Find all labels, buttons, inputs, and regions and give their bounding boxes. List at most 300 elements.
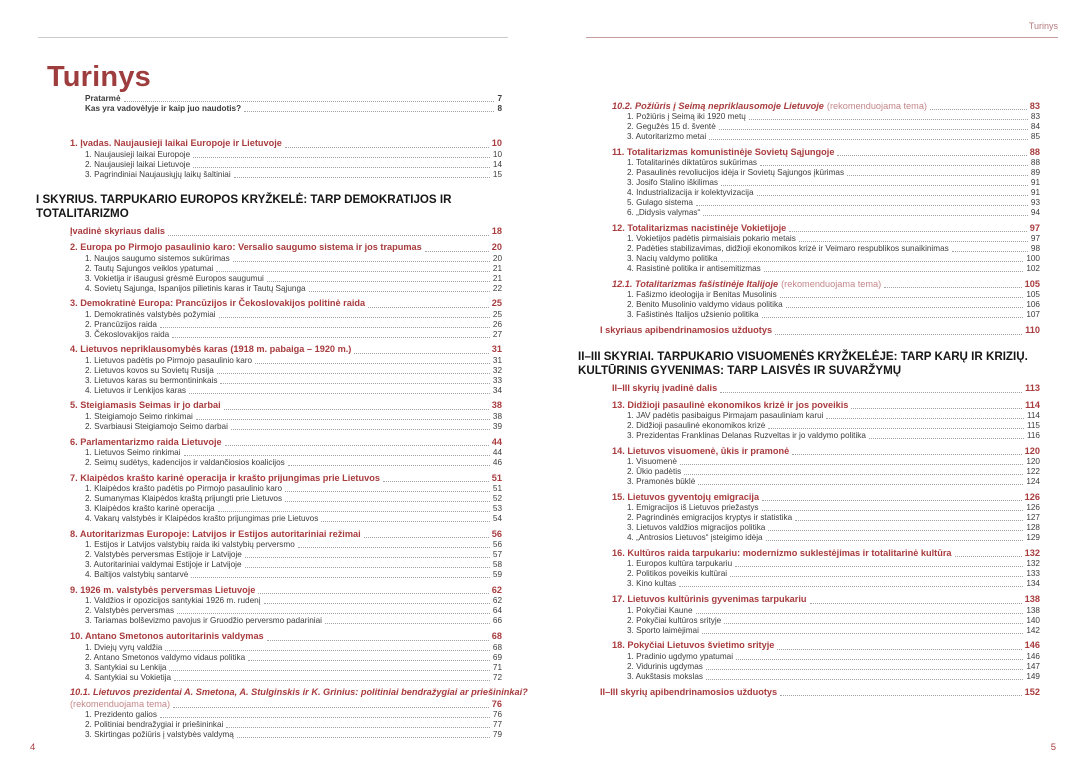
toc-entry (612, 400, 1040, 412)
page-number-left: 4 (30, 742, 36, 753)
toc-entry-page-number: 26 (492, 319, 502, 329)
toc-entry-page-number: 33 (492, 375, 502, 385)
toc-entry-page-number: 38 (492, 412, 502, 422)
toc-part-header (36, 193, 502, 222)
toc-entry (85, 643, 502, 653)
toc-entry (627, 672, 1040, 682)
toc-entry (85, 264, 502, 274)
toc-entry (85, 160, 502, 170)
dot-leader (702, 633, 1023, 634)
toc-entry-label: 3. Vokietija ir išaugusi grėsmė Europos saugumui (85, 273, 264, 283)
toc-entry-page-number: 72 (492, 672, 502, 682)
toc-entry-page-number: 147 (1026, 661, 1040, 671)
toc-entry-page-number: 128 (1026, 523, 1040, 533)
toc-entry-page-number: 88 (1029, 146, 1040, 157)
toc-entry (85, 540, 502, 550)
toc-entry-label: 2. Pokyčiai kultūros srityje (627, 615, 722, 625)
toc-entry (627, 234, 1040, 244)
toc-entry-label: 3. Klaipėdos krašto karinė operacija (85, 504, 215, 514)
toc-entry-label: 1. Požiūris į Seimą iki 1920 metų (627, 112, 746, 122)
toc-entry (627, 626, 1040, 636)
dot-leader (224, 409, 489, 410)
dot-leader (696, 613, 1024, 614)
toc-entry (627, 467, 1040, 477)
toc-entry (600, 325, 1040, 337)
toc-entry (612, 446, 1040, 458)
toc-entry-page-number: 91 (1030, 178, 1040, 188)
toc-part-header-label: I SKYRIUS. TARPUKARIO EUROPOS KRYŽKELĖ: TARP DEMOKRATIJOS IR TOTALITARIZMO (36, 192, 452, 221)
dot-leader (952, 251, 1028, 252)
toc-entry (612, 594, 1040, 606)
toc-entry (85, 606, 502, 616)
toc-entry-label: II–III skyrių apibendrinamosios užduotys (600, 686, 778, 697)
toc-entry-label: 4. Baltijos valstybių santarvė (85, 570, 189, 580)
toc-entry (70, 344, 502, 356)
toc-entry (85, 320, 502, 330)
toc-entry-page-number: 66 (492, 616, 502, 626)
toc-entry-label: 2. Sumanymas Klaipėdos kraštą prijungti prie Lietuvos (85, 494, 283, 504)
toc-entry (70, 400, 502, 412)
toc-entry (70, 687, 528, 710)
running-header: Turinys (1028, 21, 1058, 31)
toc-entry-page-number: 116 (1026, 431, 1040, 441)
toc-entry (627, 300, 1040, 310)
toc-entry-page-number: 91 (1030, 188, 1040, 198)
toc-entry (70, 585, 502, 597)
toc-entry-page-number: 129 (1026, 533, 1040, 543)
toc-entry-page-number: 107 (1026, 310, 1040, 320)
toc-entry-page-number: 15 (492, 169, 502, 179)
dot-leader (217, 373, 490, 374)
toc-entry (627, 411, 1040, 421)
toc-entry (70, 242, 502, 254)
toc-entry-label: 1. Klaipėdos krašto padėtis po Pirmojo pasaulinio karo (85, 484, 283, 494)
toc-entry (627, 457, 1040, 467)
toc-entry-label: 1. Demokratinės valstybės požymiai (85, 309, 216, 319)
toc-entry (70, 298, 502, 310)
dot-leader (799, 241, 1028, 242)
toc-entry-page-number: 21 (492, 263, 502, 273)
toc-entry-page-number: 8 (497, 104, 502, 113)
toc-entry-label: 2. Europa po Pirmojo pasaulinio karo: Versalio saugumo sistema ir jos trapumas (70, 242, 422, 253)
toc-entry-recommended-tag: (rekomenduojama tema) (826, 100, 927, 111)
toc-entry-page-number: 56 (492, 540, 502, 550)
toc-entry-label: 1. Estijos ir Latvijos valstybių raida iki valstybių perversmo (85, 540, 295, 550)
dot-leader (173, 707, 489, 708)
toc-entry-label: 3. Čekoslovakijos raida (85, 329, 170, 339)
toc-entry-label: 3. Kino kultas (627, 579, 677, 589)
toc-entry-page-number: 110 (1025, 325, 1040, 336)
toc-entry-label: 1. Totalitarinės diktatūros sukūrimas (627, 158, 757, 168)
dot-leader (851, 408, 1022, 409)
dot-leader (298, 547, 490, 548)
toc-entry-page-number: 85 (1030, 132, 1040, 142)
toc-entry-label: 3. Josifo Stalino iškilimas (627, 178, 719, 188)
toc-entry-label: 3. Aukštasis mokslas (627, 671, 703, 681)
toc-entry (627, 616, 1040, 626)
toc-entry (627, 431, 1040, 441)
toc-entry (70, 631, 502, 643)
toc-entry-label: Kas yra vadovėlyje ir kaip juo naudotis? (85, 104, 242, 113)
toc-entry-label: 1. Emigracijos iš Lietuvos priežastys (627, 503, 759, 513)
dot-leader (244, 111, 494, 112)
dot-leader (757, 195, 1028, 196)
toc-entry-label: 3. Nacių valdymo politika (627, 254, 718, 264)
toc-entry-page-number: 134 (1026, 579, 1040, 589)
toc-entry-label: 2. Padėties stabilizavimas, didžioji ekonomikos krizė ir Veimaro respublikos sunaikinimas (627, 244, 949, 254)
toc-entry-page-number: 27 (492, 329, 502, 339)
dot-leader (267, 281, 490, 282)
dot-leader (288, 465, 490, 466)
toc-entry-label: 2. Tautų Sąjungos veiklos ypatumai (85, 263, 214, 273)
toc-entry-page-number: 105 (1024, 278, 1040, 289)
dot-leader (325, 623, 490, 624)
dot-leader (768, 428, 1024, 429)
dot-leader (777, 649, 1021, 650)
toc-entry-label: 1. Steigiamojo Seimo rinkimai (85, 412, 193, 422)
toc-entry-label: 3. Lietuvos valdžios migracijos politika (627, 523, 766, 533)
toc-entry-page-number: 133 (1026, 569, 1040, 579)
toc-entry-label: 14. Lietuvos visuomenė, ūkis ir pramonė (612, 445, 790, 456)
dot-leader (768, 530, 1023, 531)
toc-entry (627, 310, 1040, 320)
toc-entry (85, 560, 502, 570)
toc-entry-page-number: 126 (1024, 491, 1040, 502)
toc-entry (627, 477, 1040, 487)
dot-leader (160, 717, 490, 718)
dot-leader (730, 576, 1023, 577)
toc-entry-page-number: 57 (492, 550, 502, 560)
toc-entry-label: 10.1. Lietuvos prezidentai A. Smetona, A. Stulginskis ir K. Grinius: politiniai bendražygiai ar priešininkai? (70, 687, 528, 698)
dot-leader (168, 235, 489, 236)
dot-leader (721, 185, 1028, 186)
dot-leader (184, 455, 490, 456)
toc-entry-page-number: 113 (1025, 383, 1040, 394)
toc-entry (85, 254, 502, 264)
toc-entry (85, 730, 502, 740)
toc-entry-label: 1. Pradinio ugdymo ypatumai (627, 651, 734, 661)
dot-leader (245, 567, 490, 568)
dot-leader (837, 155, 1026, 156)
toc-entry-label: 4. Santykiai su Vokietija (85, 672, 172, 682)
dot-leader (174, 680, 490, 681)
toc-entry-page-number: 132 (1026, 559, 1040, 569)
toc-entry (612, 383, 1040, 395)
toc-entry-label: 2. Prancūzijos raida (85, 319, 157, 329)
dot-leader (684, 474, 1023, 475)
toc-entry-label: 2. Didžioji pasaulinė ekonomikos krizė (627, 421, 766, 431)
toc-entry-page-number: 105 (1026, 290, 1040, 300)
dot-leader (245, 557, 490, 558)
dot-leader (285, 501, 490, 502)
toc-entry-page-number: 7 (497, 94, 502, 103)
toc-entry-label: 2. Ūkio padėtis (627, 467, 682, 477)
toc-entry (85, 458, 502, 468)
dot-leader (177, 613, 490, 614)
toc-entry (627, 290, 1040, 300)
toc-entry-label: 3. Prezidentas Franklinas Delanas Ruzveltas ir jo valdymo politika (627, 431, 866, 441)
toc-entry (85, 104, 502, 114)
toc-entry-page-number: 77 (492, 720, 502, 730)
dot-leader (233, 261, 490, 262)
dot-leader (220, 383, 489, 384)
toc-entry-label: Įvadinė skyriaus dalis (70, 226, 165, 237)
toc-entry (627, 559, 1040, 569)
toc-entry-page-number: 146 (1024, 640, 1040, 651)
toc-entry (627, 132, 1040, 142)
toc-entry-page-number: 59 (492, 570, 502, 580)
toc-entry-label: 6. Parlamentarizmo raida Lietuvoje (70, 436, 222, 447)
toc-entry-page-number: 69 (492, 652, 502, 662)
dot-leader (285, 147, 489, 148)
toc-entry (627, 208, 1040, 218)
toc-entry (627, 523, 1040, 533)
toc-entry-label: 2. Vidurinis ugdymas (627, 661, 703, 671)
dot-leader (165, 650, 490, 651)
toc-part-header (578, 350, 1040, 379)
toc-entry-label: 16. Kultūros raida tarpukariu: modernizmo suklestėjimas ir totalitarinė kultūra (612, 547, 952, 558)
toc-entry-label: 4. Rasistinė politika ir antisemitizmas (627, 264, 761, 274)
dot-leader (795, 520, 1023, 521)
toc-entry-label: 1. Europos kultūra tarpukariu (627, 559, 733, 569)
toc-entry-label: 2. Benito Musolinio valdymo vidaus politika (627, 300, 783, 310)
toc-entry-label: 11. Totalitarizmas komunistinėje Sovietų Sąjungoje (612, 146, 835, 157)
dot-leader (780, 297, 1024, 298)
toc-entry-label: 4. Lietuvos nepriklausomybės karas (1918 m. pabaiga – 1920 m.) (70, 344, 352, 355)
toc-entry-label: 4. „Antrosios Lietuvos“ įsteigimo idėja (627, 533, 763, 543)
toc-entry-page-number: 21 (492, 273, 502, 283)
toc-entry-page-number: 132 (1024, 547, 1040, 558)
toc-entry (85, 710, 502, 720)
dot-leader (321, 521, 490, 522)
toc-entry-label: 2. Politikos poveikis kultūrai (627, 569, 728, 579)
toc-entry-page-number: 79 (492, 730, 502, 740)
toc-entry (85, 570, 502, 580)
toc-entry (627, 662, 1040, 672)
toc-entry (85, 366, 502, 376)
toc-entry-page-number: 14 (492, 159, 502, 169)
toc-entry (70, 473, 502, 485)
toc-entry-page-number: 102 (1026, 264, 1040, 274)
dot-leader (218, 511, 490, 512)
toc-entry (612, 147, 1040, 159)
toc-entry-label: 3. Skirtingas požiūris į valstybės valdymą (85, 730, 234, 740)
toc-entry (85, 376, 502, 386)
toc-entry-label: 2. Pasaulinės revoliucijos idėja ir Sovietų Sąjungos įkūrimas (627, 168, 845, 178)
toc-entry-label: 2. Antano Smetonos valdymo vidaus politika (85, 652, 246, 662)
dot-leader (789, 231, 1026, 232)
toc-entry (627, 264, 1040, 274)
toc-entry-label: 1. Vokietijos padėtis pirmaisiais pokario metais (627, 234, 796, 244)
toc-entry-label: 3. Pramonės būklė (627, 477, 696, 487)
toc-entry (85, 422, 502, 432)
toc-entry-label: Pratarmė (85, 94, 121, 103)
toc-entry-label: 1. Įvadas. Naujausieji laikai Europoje ir Lietuvoje (70, 138, 282, 148)
toc-entry-label: 15. Lietuvos gyventojų emigracija (612, 491, 760, 502)
toc-entry-label: I skyriaus apibendrinamosios užduotys (600, 325, 773, 336)
dot-leader (786, 307, 1024, 308)
toc-entry (85, 550, 502, 560)
toc-entry-page-number: 83 (1030, 112, 1040, 122)
toc-entry-label: 9. 1926 m. valstybės perversmas Lietuvoje (70, 584, 256, 595)
toc-entry-page-number: 54 (492, 514, 502, 524)
toc-entry (627, 158, 1040, 168)
dot-leader (219, 317, 490, 318)
toc-entry (627, 421, 1040, 431)
dot-leader (766, 540, 1024, 541)
toc-entry-page-number: 71 (492, 662, 502, 672)
toc-column-right (578, 96, 1040, 698)
toc-entry (85, 720, 502, 730)
toc-entry-page-number: 34 (492, 385, 502, 395)
dot-leader (267, 640, 489, 641)
toc-entry (627, 254, 1040, 264)
toc-entry-page-number: 106 (1026, 300, 1040, 310)
toc-entry (627, 579, 1040, 589)
toc-entry-page-number: 97 (1029, 222, 1040, 233)
dot-leader (237, 737, 490, 738)
toc-entry-page-number: 51 (492, 484, 502, 494)
dot-leader (189, 393, 490, 394)
toc-entry (70, 138, 502, 150)
toc-entry (627, 652, 1040, 662)
toc-entry-label: 2. Politiniai bendražygiai ir priešininkai (85, 720, 224, 730)
toc-entry (612, 279, 1040, 291)
toc-entry-label: 1. Dviejų vyrų valdžia (85, 642, 163, 652)
toc-column-left (36, 94, 528, 740)
toc-entry (85, 673, 502, 683)
toc-entry-label: 3. Tariamas bolševizmo pavojus ir Gruodžio perversmo padariniai (85, 616, 322, 626)
toc-entry-page-number: 64 (492, 606, 502, 616)
dot-leader (762, 510, 1024, 511)
header-rule-right (586, 37, 1058, 38)
toc-entry (627, 198, 1040, 208)
toc-entry-label: 17. Lietuvos kultūrinis gyvenimas tarpukariu (612, 593, 807, 604)
toc-entry (85, 616, 502, 626)
toc-entry-label: 3. Fašistinės Italijos užsienio politika (627, 310, 759, 320)
dot-leader (124, 101, 495, 102)
toc-entry-page-number: 58 (492, 560, 502, 570)
dot-leader (193, 157, 490, 158)
toc-entry-label: 7. Klaipėdos krašto karinė operacija ir krašto prijungimas prie Lietuvos (70, 472, 380, 483)
toc-entry (612, 548, 1040, 560)
toc-entry-page-number: 138 (1026, 605, 1040, 615)
toc-entry-label: 12. Totalitarizmas nacistinėje Vokietijoje (612, 222, 787, 233)
dot-leader (955, 556, 1022, 557)
toc-entry (85, 356, 502, 366)
page-title: Turinys (47, 61, 151, 94)
dot-leader (193, 167, 490, 168)
toc-entry-page-number: 25 (491, 298, 502, 309)
dot-leader (749, 119, 1028, 120)
toc-entry-label: 3. Sporto laimėjimai (627, 625, 699, 635)
toc-entry-page-number: 120 (1026, 457, 1040, 467)
toc-entry-label: 3. Demokratinė Europa: Prancūzijos ir Čekoslovakijos politinė raida (70, 298, 366, 309)
dot-leader (762, 317, 1024, 318)
dot-leader (847, 175, 1028, 176)
toc-entry (612, 640, 1040, 652)
header-rule-left (38, 37, 508, 38)
toc-entry-label: 10. Antano Smetonos autoritarinis valdymas (70, 630, 264, 641)
dot-leader (285, 491, 490, 492)
dot-leader (780, 695, 1022, 696)
toc-entry (600, 687, 1040, 699)
toc-entry-page-number: 84 (1030, 122, 1040, 132)
dot-leader (264, 603, 490, 604)
dot-leader (764, 271, 1024, 272)
dot-leader (216, 271, 490, 272)
toc-entry-label: 2. Svarbiausi Steigiamojo Seimo darbai (85, 422, 228, 432)
dot-leader (706, 679, 1023, 680)
toc-entry (85, 170, 502, 180)
toc-entry-page-number: 10 (492, 149, 502, 159)
toc-entry-page-number: 38 (491, 400, 502, 411)
toc-entry (627, 569, 1040, 579)
toc-entry (70, 226, 502, 238)
toc-entry-label: 1. Visuomenė (627, 457, 677, 467)
toc-entry-page-number: 20 (491, 242, 502, 253)
toc-entry-page-number: 152 (1024, 686, 1040, 697)
toc-entry-label: 10.2. Požiūris į Seimą nepriklausomoje Lietuvoje (612, 100, 824, 111)
toc-entry-label: 5. Steigiamasis Seimas ir jo darbai (70, 400, 221, 411)
toc-entry (85, 274, 502, 284)
dot-leader (191, 577, 490, 578)
toc-entry (627, 533, 1040, 543)
toc-entry-page-number: 98 (1030, 244, 1040, 254)
toc-entry-label: 3. Autoritarizmo metai (627, 132, 707, 142)
dot-leader (680, 464, 1023, 465)
toc-entry-label: 2. Pagrindinės emigracijos kryptys ir statistika (627, 513, 793, 523)
toc-entry-page-number: 114 (1025, 399, 1040, 410)
toc-entry-label: II–III skyrių įvadinė dalis (612, 383, 718, 394)
toc-entry (85, 484, 502, 494)
toc-entry (612, 492, 1040, 504)
toc-entry (85, 284, 502, 294)
toc-entry-label: 2. Gegužės 15 d. šventė (627, 122, 716, 132)
toc-entry-label: 1. Valdžios ir opozicijos santykiai 1926 m. rudenį (85, 596, 261, 606)
toc-entry-page-number: 146 (1026, 651, 1040, 661)
dot-leader (826, 418, 1023, 419)
toc-entry-page-number: 94 (1030, 208, 1040, 218)
toc-entry (70, 437, 502, 449)
toc-entry-label: 4. Industrializacija ir kolektyvizacija (627, 188, 754, 198)
dot-leader (258, 593, 488, 594)
toc-entry (85, 310, 502, 320)
toc-entry-page-number: 126 (1026, 503, 1040, 513)
toc-entry-page-number: 127 (1026, 513, 1040, 523)
toc-entry-label: 2. Valstybės perversmas Estijoje ir Latvijoje (85, 550, 242, 560)
dot-leader (709, 139, 1028, 140)
toc-entry-label: 4. Lietuvos ir Lenkijos karas (85, 385, 187, 395)
toc-entry-label: 13. Didžioji pasaulinė ekonomikos krizė ir jos poveikis (612, 399, 849, 410)
toc-entry-label: 12.1. Totalitarizmas fašistinėje Italijoje (612, 278, 779, 289)
toc-entry-label: 3. Lietuvos karas su bermontininkais (85, 375, 218, 385)
toc-entry (70, 529, 502, 541)
dot-leader (364, 537, 489, 538)
toc-entry-page-number: 76 (492, 710, 502, 720)
toc-entry-page-number: 39 (492, 422, 502, 432)
toc-entry-page-number: 56 (491, 528, 502, 539)
toc-entry-page-number: 122 (1026, 467, 1040, 477)
toc-entry-page-number: 22 (492, 283, 502, 293)
toc-entry-label: 3. Santykiai su Lenkija (85, 662, 167, 672)
toc-entry-page-number: 140 (1026, 615, 1040, 625)
toc-entry-page-number: 89 (1030, 168, 1040, 178)
toc-entry-page-number: 53 (492, 504, 502, 514)
dot-leader (735, 566, 1023, 567)
toc-entry (627, 606, 1040, 616)
toc-entry (627, 503, 1040, 513)
